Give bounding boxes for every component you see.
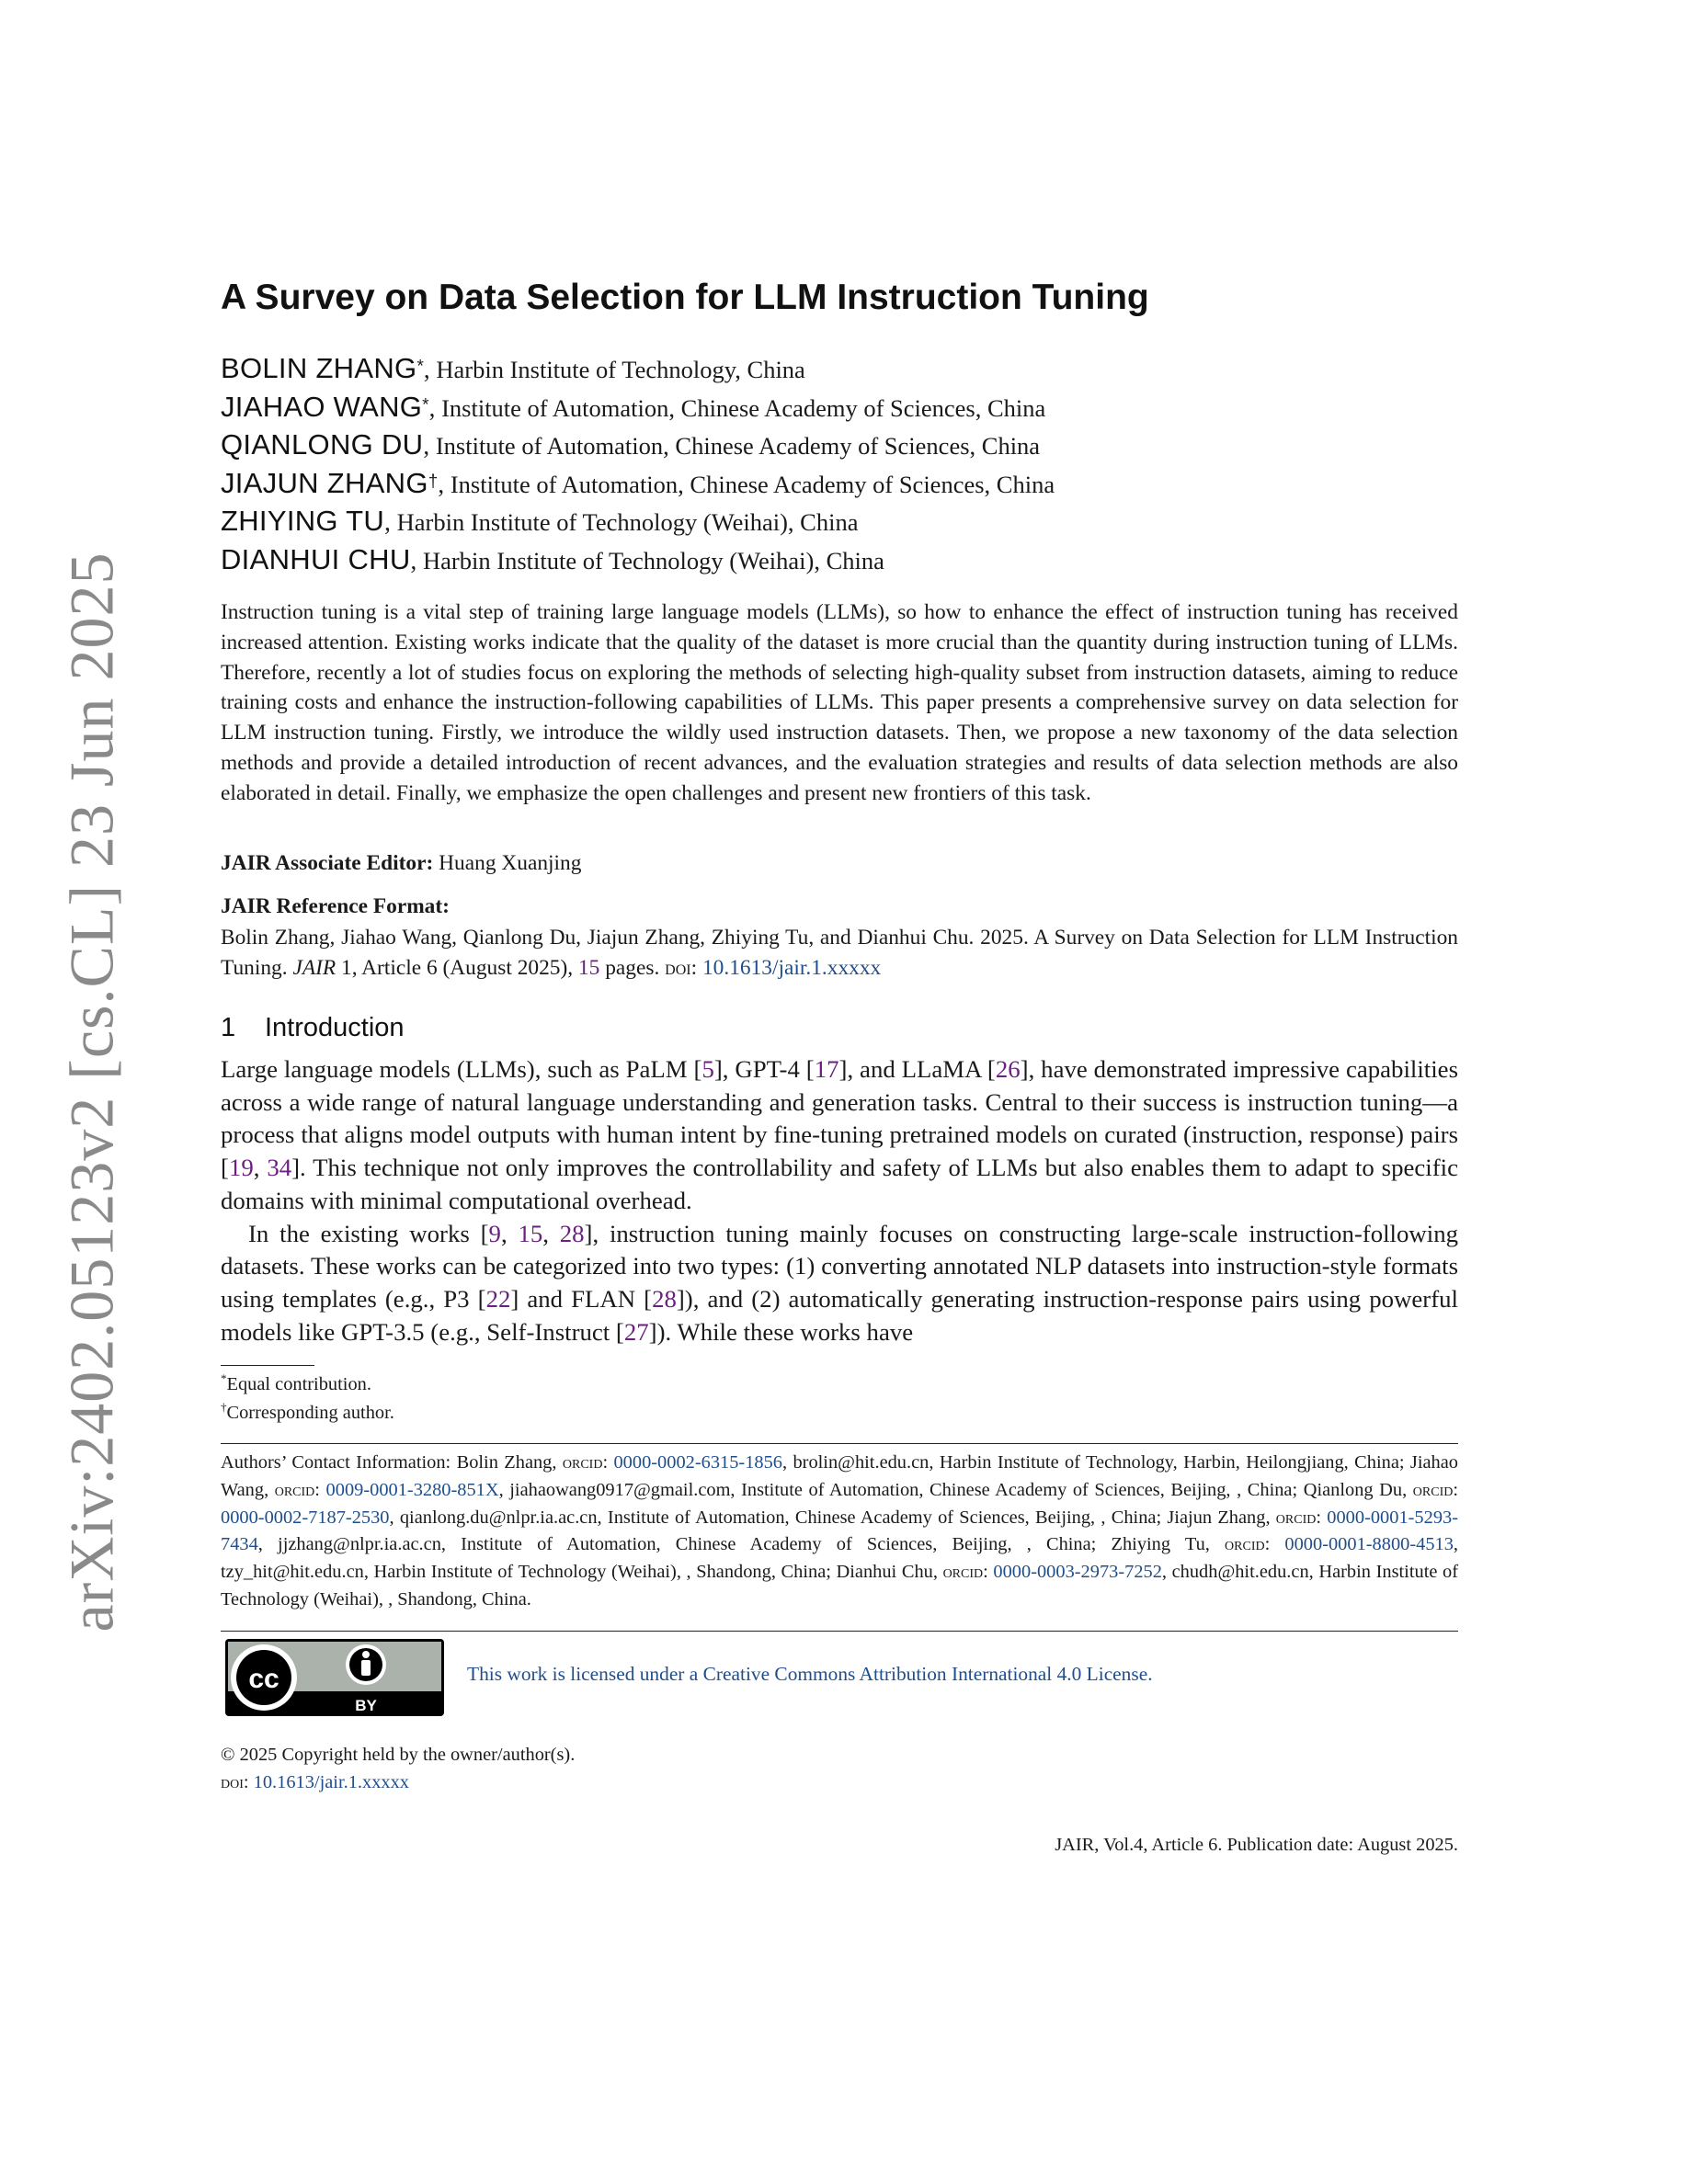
footnote-corresponding-author: †Corresponding author.: [221, 1400, 394, 1423]
orcid-link[interactable]: 0009-0001-3280-851X: [325, 1479, 499, 1500]
contact-entry: Zhiying Tu, orcid: 0000-0001-8800-4513, tzy_hit@hit.edu.cn, Harbin Institute of Technology (Weihai), , Shandong, China;: [221, 1534, 1459, 1583]
license-link[interactable]: This work is licensed under a Creative Commons Attribution International 4.0 License.: [467, 1663, 1153, 1685]
orcid-link[interactable]: 0000-0001-5293-7434: [221, 1507, 1458, 1555]
associate-editor-name: Huang Xuanjing: [439, 851, 582, 875]
paragraph-text: Large language models (LLMs), such as PaLM [: [221, 1055, 702, 1083]
paragraph-text: ]. This technique not only improves the controllability and safety of LLMs but also enables them to adapt to specific domains with minimal computational overhead.: [221, 1154, 1459, 1214]
paragraph-text: ], and LLaMA [: [838, 1055, 996, 1083]
author-affiliation: Institute of Automation, Chinese Academy of Sciences, China: [441, 393, 1046, 422]
contact-entry: Jiahao Wang, orcid: 0009-0001-3280-851X, jiahaowang0917@gmail.com, Institute of Automation, Chinese Academy of Sciences, Beijing, , China;: [221, 1452, 1458, 1500]
orcid-label: orcid: [1412, 1480, 1454, 1500]
author-name: QIANLONG DU: [221, 428, 424, 461]
contact-details: , tzy_hit@hit.edu.cn, Harbin Institute of Technology (Weihai), , Shandong, China;: [221, 1534, 1459, 1583]
author-affiliation: Harbin Institute of Technology, China: [436, 356, 805, 383]
author-affiliation: Institute of Automation, Chinese Academy of Sciences, China: [435, 432, 1041, 461]
contact-entry: Dianhui Chu, orcid: 0000-0003-2973-7252, chudh@hit.edu.cn, Harbin Institute of Technology (Weihai), , Shandong, China.: [221, 1562, 1459, 1610]
contact-entry: Bolin Zhang, orcid: 0000-0002-6315-1856, brolin@hit.edu.cn, Harbin Institute of Technology, Harbin, Heilongjiang, China;: [456, 1452, 1410, 1473]
author-entry: ZHIYING TU, Harbin Institute of Technology (Weihai), China: [221, 505, 859, 538]
doi-label: doi: [665, 955, 691, 979]
author-affiliation: Harbin Institute of Technology (Weihai), China: [423, 546, 884, 574]
orcid-label: orcid: [274, 1480, 315, 1500]
contact-bottom-rule: [221, 1631, 1458, 1632]
doi-link[interactable]: 10.1613/jair.1.xxxxx: [253, 1772, 410, 1792]
author-mark: *: [422, 395, 429, 415]
paper-title: A Survey on Data Selection for LLM Instruction Tuning: [221, 278, 1149, 317]
associate-editor: [221, 851, 581, 876]
reference-format-text: Bolin Zhang, Jiahao Wang, Qianlong Du, Jiajun Zhang, Zhiying Tu, and Dianhui Chu. 2025. A Survey on Data Selection for LLM Instruction Tuning. JAIR 1, Article 6 (August 2025), 15 pages. doi: 10.1613/jair.1.xxxxx: [221, 926, 1458, 980]
doi-link[interactable]: 10.1613/jair.1.xxxxx: [701, 955, 882, 980]
paragraph-text: ], instruction tuning mainly focuses on constructing large-scale instruction-following datasets. These works can be categorized into two types: (1) converting annotated NLP datasets into instruction-style formats using templates (e.g., P3 [: [221, 1219, 1458, 1313]
orcid-link[interactable]: 0000-0003-2973-7252: [993, 1562, 1162, 1583]
contact-name: Zhiying Tu: [1111, 1534, 1205, 1555]
reference-format-heading: JAIR Reference Format:: [221, 894, 450, 918]
contact-name: Jiahao Wang: [221, 1452, 1458, 1500]
paragraph-text: ], have demonstrated impressive capabilities across a wide range of natural language understanding and generation tasks. Central to their success is instruction tuning—a process that aligns model outputs with human intent by fine-tuning pretrained models on curated (instruction, response) pairs [: [221, 1055, 1458, 1182]
arxiv-identifier-stamp: arXiv:2402.05123v2 [cs.CL] 23 Jun 2025: [56, 552, 127, 1632]
contact-name: Qianlong Du: [1303, 1479, 1403, 1500]
contact-name: Jiajun Zhang: [1167, 1507, 1266, 1528]
citation-link[interactable]: 28: [559, 1219, 585, 1247]
author-entry: JIAJUN ZHANG†, Institute of Automation, Chinese Academy of Sciences, China: [221, 466, 1055, 499]
contact-details: , chudh@hit.edu.cn, Harbin Institute of Technology (Weihai), , Shandong, China.: [221, 1562, 1459, 1610]
author-list: [221, 349, 1458, 579]
contact-name: Dianhui Chu: [836, 1562, 933, 1583]
intro-paragraph-1: [221, 1053, 1458, 1218]
contact-name: Bolin Zhang: [456, 1452, 553, 1473]
orcid-label: orcid: [942, 1563, 984, 1583]
orcid-label: orcid: [562, 1453, 603, 1473]
citation-link[interactable]: 22: [485, 1284, 511, 1313]
author-name: BOLIN ZHANG: [221, 352, 417, 384]
contact-entry: Qianlong Du, orcid: 0000-0002-7187-2530, qianlong.du@nlpr.ia.ac.cn, Institute of Automation, Chinese Academy of Sciences, Beijing, , China;: [221, 1479, 1459, 1528]
citation-link[interactable]: 15: [518, 1219, 543, 1247]
author-entry: DIANHUI CHU, Harbin Institute of Technology (Weihai), China: [221, 542, 884, 575]
paragraph-text: ,: [253, 1154, 268, 1182]
citation-link[interactable]: 19: [228, 1154, 254, 1182]
paragraph-text: ,: [542, 1219, 560, 1247]
orcid-link[interactable]: 0000-0001-8800-4513: [1284, 1534, 1454, 1555]
contact-details: , jiahaowang0917@gmail.com, Institute of Automation, Chinese Academy of Sciences, Beijing, , China;: [498, 1479, 1304, 1500]
section-title: Introduction: [265, 1013, 405, 1042]
contact-entry: Jiajun Zhang, orcid: 0000-0001-5293-7434, jjzhang@nlpr.ia.ac.cn, Institute of Automation, Chinese Academy of Sciences, Beijing, , China;: [221, 1507, 1458, 1555]
author-contact-information: Authors’ Contact Information: Bolin Zhang, orcid: 0000-0002-6315-1856, brolin@hit.edu.cn, Harbin Institute of Technology, Harbin, Heilongjiang, China; Jiahao Wang, orcid: 0009-0001-3280-851X, jiahaowang0917@gmail.com, Institute of Automation, Chinese Academy of Sciences, Beijing, , China; Qianlong Du, orcid: 0000-0002-7187-2530, qianlong.du@nlpr.ia.ac.cn, Institute of Automation, Chinese Academy of Sciences, Beijing, , China; Jiajun Zhang, orcid: 0000-0001-5293-7434, jjzhang@nlpr.ia.ac.cn, Institute of Automation, Chinese Academy of Sciences, Beijing, , China; Zhiying Tu, orcid: 0000-0001-8800-4513, tzy_hit@hit.edu.cn, Harbin Institute of Technology (Weihai), , Shandong, China; Dianhui Chu, orcid: 0000-0003-2973-7252, chudh@hit.edu.cn, Harbin Institute of Technology (Weihai), , Shandong, China.: [221, 1452, 1459, 1610]
citation-link[interactable]: 26: [995, 1055, 1021, 1083]
copyright-doi: doi: 10.1613/jair.1.xxxxx: [221, 1772, 410, 1792]
citation-link[interactable]: 34: [267, 1154, 292, 1182]
paragraph-text: ]). While these works have: [648, 1317, 914, 1346]
contact-details: , brolin@hit.edu.cn, Harbin Institute of Technology, Harbin, Heilongjiang, China;: [781, 1452, 1410, 1473]
running-footer: JAIR, Vol.4, Article 6. Publication date: August 2025.: [1055, 1835, 1458, 1855]
citation-link[interactable]: 28: [652, 1284, 677, 1313]
footnote-equal-contribution: *Equal contribution.: [221, 1371, 371, 1394]
author-name: ZHIYING TU: [221, 505, 385, 538]
reference-citation-text: 1, Article 6 (August 2025),: [336, 955, 578, 980]
copyright-line: © 2025 Copyright held by the owner/author(s).: [221, 1745, 576, 1765]
orcid-link[interactable]: 0000-0002-6315-1856: [613, 1452, 782, 1473]
doi-label: doi: [221, 1773, 244, 1792]
citation-link[interactable]: 17: [814, 1055, 839, 1083]
abstract: Instruction tuning is a vital step of training large language models (LLMs), so how to enhance the effect of instruction tuning has received increased attention. Existing works indicate that the quality of the dataset is more crucial than the quantity during instruction tuning of LLMs. Therefore, recently a lot of studies focus on exploring the methods of selecting high-quality subset from instruction datasets, aiming to reduce training costs and enhance the instruction-following capabilities of LLMs. This paper presents a comprehensive survey on data selection for LLM instruction tuning. Firstly, we introduce the wildly used instruction datasets. Then, we propose a new taxonomy of the data selection methods and provide a detailed introduction of recent advances, and the evaluation strategies and results of data selection methods are also elaborated in detail. Finally, we emphasize the open challenges and present new frontiers of this task.: [221, 600, 1458, 805]
reference-citation-text: Bolin Zhang, Jiahao Wang, Qianlong Du, Jiajun Zhang, Zhiying Tu, and Dianhui Chu. 2025. A Survey on Data Selection for LLM Instruction Tuning.: [221, 926, 1458, 980]
citation-link[interactable]: 9: [488, 1219, 501, 1247]
intro-paragraph-2: [221, 1218, 1458, 1349]
orcid-label: orcid: [1275, 1507, 1317, 1528]
paragraph-text: ]), and (2) automatically generating instruction-response pairs using powerful models like GPT-3.5 (e.g., Self-Instruct [: [221, 1284, 1459, 1346]
cc-by-license-badge[interactable]: [225, 1639, 444, 1716]
associate-editor-label: JAIR Associate Editor:: [221, 851, 434, 875]
author-entry: BOLIN ZHANG*, Harbin Institute of Technology, China: [221, 352, 805, 384]
contact-details: , qianlong.du@nlpr.ia.ac.cn, Institute of Automation, Chinese Academy of Sciences, Beijing, , China;: [389, 1507, 1168, 1528]
contact-top-rule: [221, 1443, 1458, 1444]
license-row: [221, 1639, 1458, 1720]
section-heading: [221, 1013, 405, 1043]
citation-link[interactable]: 27: [623, 1317, 649, 1346]
author-affiliation: Harbin Institute of Technology (Weihai), China: [396, 508, 859, 537]
footnotes: [221, 1371, 394, 1428]
paragraph-text: ], GPT-4 [: [713, 1055, 815, 1083]
author-entry: QIANLONG DU, Institute of Automation, Chinese Academy of Sciences, China: [221, 428, 1041, 461]
author-name: JIAJUN ZHANG: [221, 466, 428, 499]
paragraph-text: ,: [500, 1219, 519, 1247]
orcid-link[interactable]: 0000-0002-7187-2530: [221, 1507, 390, 1528]
author-name: DIANHUI CHU: [221, 542, 411, 575]
author-mark: *: [416, 357, 424, 377]
paragraph-text: In the existing works [: [248, 1219, 489, 1247]
author-mark: †: [428, 472, 439, 492]
author-name: JIAHAO WANG: [221, 390, 423, 423]
paragraph-text: ] and FLAN [: [510, 1284, 653, 1313]
reference-citation-text: pages.: [599, 955, 666, 980]
by-badge-label: BY: [355, 1697, 377, 1714]
section-number: 1: [221, 1013, 236, 1042]
introduction-body: [221, 1053, 1458, 1348]
copyright-block: [221, 1741, 575, 1797]
citation-link[interactable]: 5: [701, 1055, 714, 1083]
cc-badge-label: cc: [248, 1664, 279, 1694]
author-entry: JIAHAO WANG*, Institute of Automation, Chinese Academy of Sciences, China: [221, 390, 1046, 423]
contact-details: , jjzhang@nlpr.ia.ac.cn, Institute of Automation, Chinese Academy of Sciences, Beijing, , China;: [257, 1534, 1112, 1555]
journal-name: JAIR: [292, 955, 336, 980]
footnote-rule: [221, 1365, 314, 1366]
orcid-label: orcid: [1225, 1535, 1265, 1555]
page-count-link[interactable]: 15: [577, 955, 600, 980]
author-affiliation: Institute of Automation, Chinese Academy of Sciences, China: [450, 470, 1055, 498]
